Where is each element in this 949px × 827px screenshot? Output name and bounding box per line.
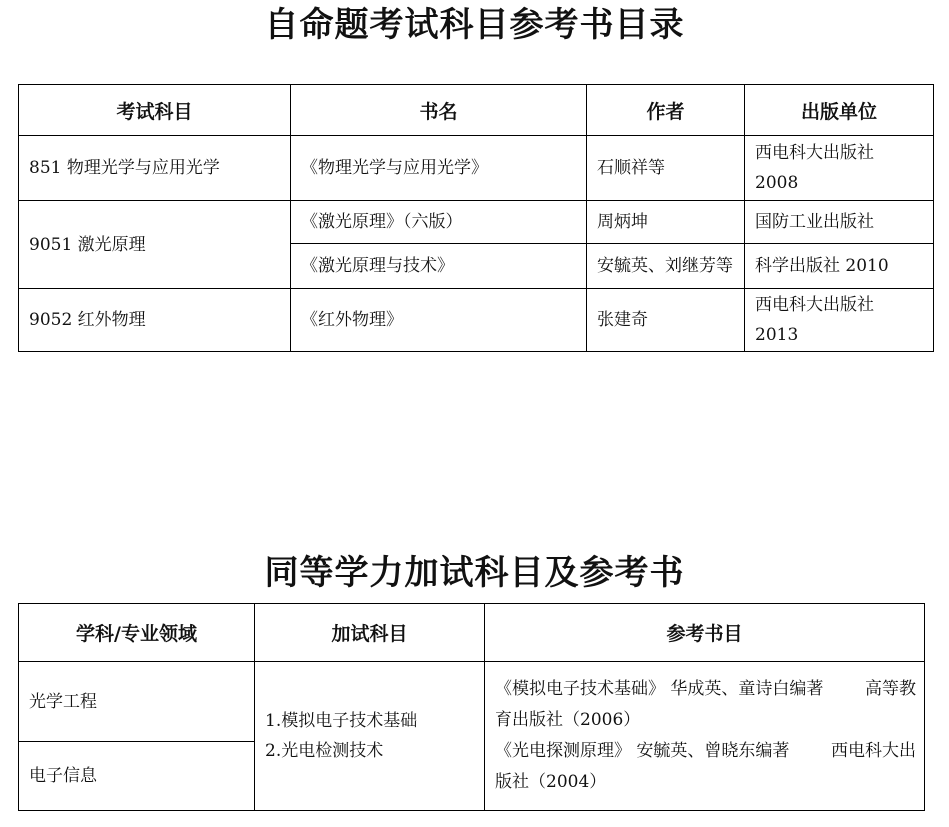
reference-text: 《模拟电子技术基础》 华成英、童诗白编著 [495, 679, 824, 699]
publisher-name: 西电科大出版社 [755, 143, 874, 163]
additional-exam-table [18, 603, 925, 811]
reference-line [495, 674, 916, 705]
author-cell: 石顺祥等 [587, 136, 745, 201]
field-cell: 电子信息 [19, 742, 255, 811]
table-row [19, 136, 934, 201]
publisher-year: 2008 [755, 173, 799, 193]
reference-line: 版社（2004） [495, 772, 607, 792]
publisher-cell [745, 289, 934, 352]
publisher-year: 2013 [755, 325, 799, 345]
reference-books-table [18, 84, 934, 352]
publisher-name: 西电科大出版社 [755, 295, 874, 315]
author-cell: 张建奇 [587, 289, 745, 352]
publisher-cell [745, 136, 934, 201]
book-cell: 《红外物理》 [291, 289, 587, 352]
reference-text: 西电科大出 [831, 741, 916, 761]
subject-cell: 9052 红外物理 [19, 289, 291, 352]
field-cell: 光学工程 [19, 662, 255, 742]
header-references: 参考书目 [485, 604, 925, 662]
header-subject: 考试科目 [19, 85, 291, 136]
exam-subjects-cell [255, 662, 485, 811]
publisher-cell: 国防工业出版社 [745, 201, 934, 244]
table-row [19, 201, 934, 244]
references-cell [485, 662, 925, 811]
reference-line [495, 736, 916, 767]
exam-subject-item: 1.模拟电子技术基础 [265, 711, 418, 731]
header-publisher: 出版单位 [745, 85, 934, 136]
header-field: 学科/专业领域 [19, 604, 255, 662]
book-cell: 《激光原理》（六版） [291, 201, 587, 244]
header-book: 书名 [291, 85, 587, 136]
header-exam-subject: 加试科目 [255, 604, 485, 662]
table-header-row [19, 604, 925, 662]
reference-text: 《光电探测原理》 安毓英、曾晓东编著 [495, 741, 790, 761]
exam-subject-item: 2.光电检测技术 [265, 741, 384, 761]
reference-line: 育出版社（2006） [495, 710, 641, 730]
page-title-self-proposed: 自命题考试科目参考书目录 [264, 5, 685, 45]
table-row [19, 662, 925, 742]
table-row [19, 289, 934, 352]
publisher-cell: 科学出版社 2010 [745, 244, 934, 289]
author-cell: 周炳坤 [587, 201, 745, 244]
reference-text: 高等教 [865, 679, 916, 699]
book-cell: 《物理光学与应用光学》 [291, 136, 587, 201]
author-cell: 安毓英、刘继芳等 [587, 244, 745, 289]
book-cell: 《激光原理与技术》 [291, 244, 587, 289]
page-title-equivalent: 同等学力加试科目及参考书 [264, 553, 685, 593]
subject-cell: 851 物理光学与应用光学 [19, 136, 291, 201]
header-author: 作者 [587, 85, 745, 136]
subject-cell: 9051 激光原理 [19, 201, 291, 289]
table-header-row [19, 85, 934, 136]
